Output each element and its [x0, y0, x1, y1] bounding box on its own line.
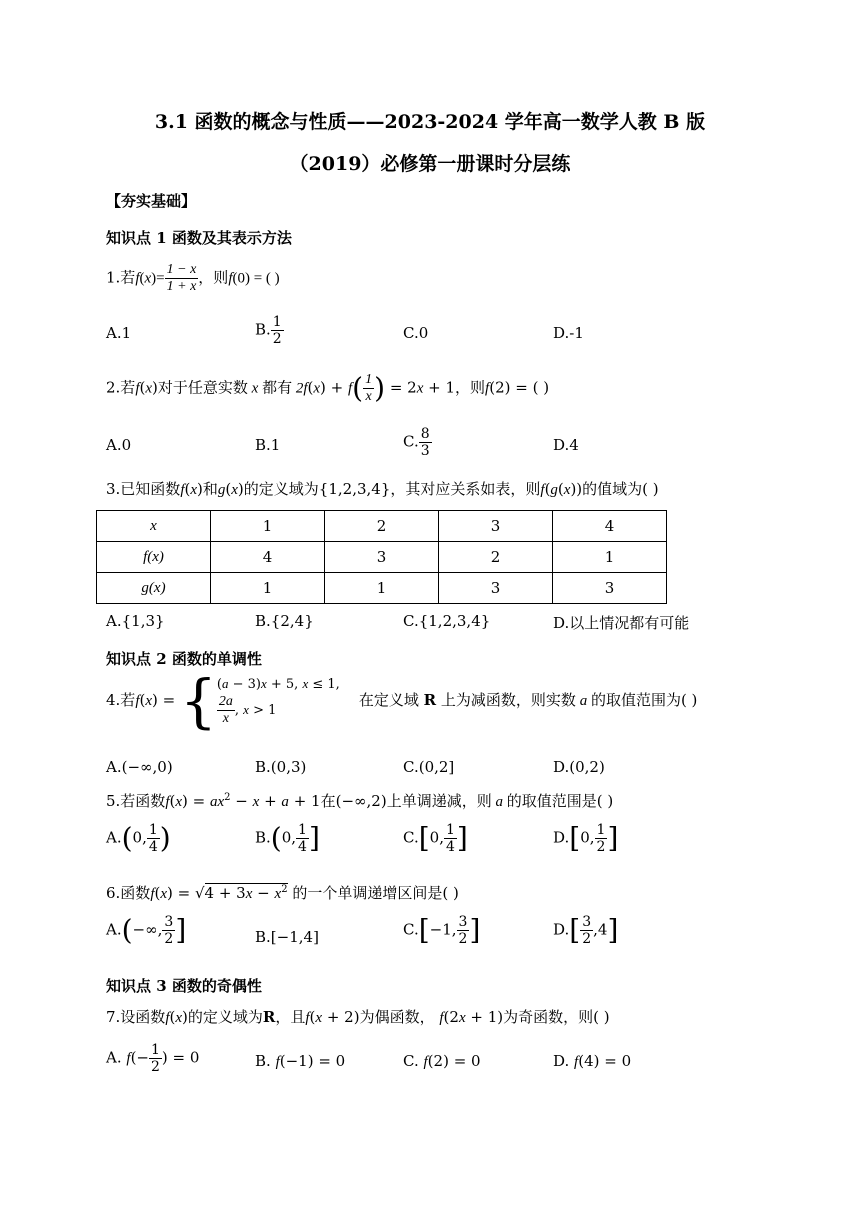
topic-3-heading: 知识点 3 函数的奇偶性 [106, 977, 262, 995]
q2-option-a: A.0 [106, 436, 132, 454]
topic-2-heading: 知识点 2 函数的单调性 [106, 650, 262, 668]
q5-option-b: B.(0, $\frac{1}{4}$ ] [255, 821, 320, 856]
q3-option-a: A.{1,3} [106, 612, 165, 630]
page-title: 3.1 函数的概念与性质——2023-2024 学年高一数学人教 B 版 [154, 111, 706, 133]
table-cell: 4 [211, 542, 325, 573]
q1-option-d: D.-1 [553, 324, 584, 342]
table-cell: 3 [439, 511, 553, 542]
table-row [97, 542, 667, 573]
table-cell: 2 [439, 542, 553, 573]
table-cell: 1 [553, 542, 667, 573]
question-2: 2.若f(x)对于任意实数 x 都有 2f(x) + f( $\frac{1}{x}$ ) = 2x + 1，则f(2) = ( ) [106, 371, 550, 405]
section-heading: 【夯实基础】 [106, 192, 197, 210]
q7-option-c: C. f(2) = 0 [403, 1052, 481, 1070]
table-cell: x [97, 511, 211, 542]
q5-option-a: A.(0, $\frac{1}{4}$ ) [106, 821, 171, 856]
q7-option-a: A. f(− $\frac{1}{2}$ ) = 0 [106, 1042, 200, 1076]
q4-option-c: C.(0,2] [403, 758, 455, 776]
q2-option-c: C. $\frac{8}{3}$ [403, 426, 430, 460]
table-cell: g(x) [97, 573, 211, 604]
q4-option-d: D.(0,2) [553, 758, 605, 776]
q5-option-d: D.[0, $\frac{1}{2}$ ] [553, 821, 619, 856]
topic-1-heading: 知识点 1 函数及其表示方法 [106, 229, 292, 247]
table-cell: f(x) [97, 542, 211, 573]
q6-option-d: D.[ $\frac{3}{2}$ ,4] [553, 913, 619, 948]
question-3: 3.已知函数f(x)和g(x)的定义域为{1,2,3,4}，其对应关系如表，则f(g(x))的值域为( ) [106, 480, 659, 498]
q3-option-c: C.{1,2,3,4} [403, 612, 491, 630]
q6-option-b: B.[−1,4] [255, 928, 319, 946]
q6-option-c: C.[−1, $\frac{3}{2}$ ] [403, 913, 481, 948]
table-cell: 2 [325, 511, 439, 542]
question-4: 4.若f(x) = { (a − 3)x + 5, x ≤ 1, $\frac{2a}{x}$ , x > 1 在定义域 R 上为减函数，则实数 a 的取值范围为( ) [106, 667, 698, 735]
table-cell: 1 [211, 511, 325, 542]
q6-option-a: A.(−∞, $\frac{3}{2}$ ] [106, 913, 187, 948]
q1-option-b: B. $\frac{1}{2}$ [255, 314, 282, 348]
q2-option-b: B.1 [255, 436, 281, 454]
table-row [97, 573, 667, 604]
q7-option-b: B. f(−1) = 0 [255, 1052, 346, 1070]
table-cell: 3 [325, 542, 439, 573]
table-cell: 1 [211, 573, 325, 604]
q4-option-b: B.(0,3) [255, 758, 307, 776]
q3-option-b: B.{2,4} [255, 612, 314, 630]
question-6: 6.函数$f(x) = √4 + 3x - x^2$ 的一个单调递增区间是( ) [106, 884, 459, 902]
question-7: 7.设函数f(x)的定义域为R，且f(x + 2)为偶函数， f(2x + 1)为奇函数，则( ) [106, 1008, 610, 1026]
table-row [97, 511, 667, 542]
q1-option-c: C.0 [403, 324, 429, 342]
table-cell: 3 [553, 573, 667, 604]
mapping-table [96, 510, 667, 604]
question-1: 1.若f(x)= $\frac{1 - x}{1 + x}$ ，则f(0) = ( ) [106, 262, 280, 295]
q7-option-d: D. f(4) = 0 [553, 1052, 632, 1070]
table-cell: 1 [325, 573, 439, 604]
q3-option-d: D.以上情况都有可能 [553, 614, 690, 632]
q1-option-a: A.1 [106, 324, 132, 342]
q4-option-a: A.(−∞,0) [106, 758, 173, 776]
table-cell: 3 [439, 573, 553, 604]
q2-option-d: D.4 [553, 436, 579, 454]
q5-option-c: C.[0, $\frac{1}{4}$ ] [403, 821, 468, 856]
question-5: 5.若函数$f(x) = ax^2 - x + a + 1$在(−∞,2)上单调递减，则 a 的取值范围是( ) [106, 792, 614, 810]
table-cell: 4 [553, 511, 667, 542]
page-subtitle: （2019）必修第一册课时分层练 [289, 153, 571, 175]
